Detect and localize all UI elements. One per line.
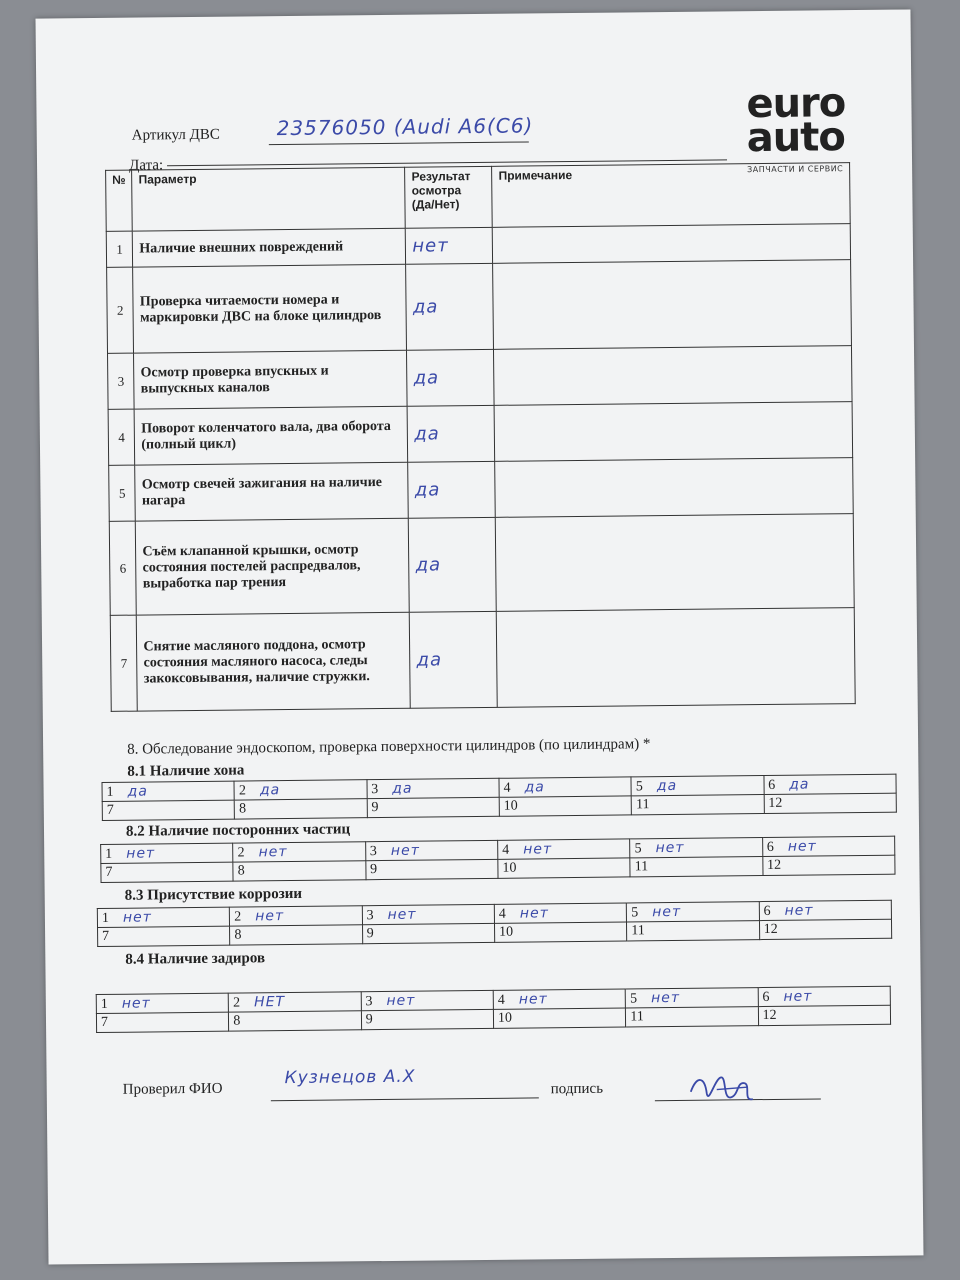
cell-value: нет <box>122 908 152 926</box>
row-result: да <box>412 296 439 318</box>
col-num-header: № <box>106 170 133 231</box>
cell-num: 11 <box>631 795 764 815</box>
row-param: Наличие внешних повреждений <box>133 228 406 267</box>
cell-num: 9 <box>362 923 495 943</box>
section8-title: 8. Обследованиe эндоскопом, проверка поверхности цилиндров (по цилиндрам) * <box>127 736 651 758</box>
cell-num: 10 <box>493 1008 626 1028</box>
table-row <box>107 260 852 354</box>
logo-line2: auto <box>746 114 846 162</box>
table-row <box>108 402 853 466</box>
logo-tagline: ЗАПЧАСТИ И СЕРВИС <box>747 164 844 175</box>
row-num: 6 <box>109 521 136 615</box>
grid-scoring <box>96 986 891 1033</box>
cell-num: 11 <box>627 921 760 941</box>
cell-value: нет <box>121 994 151 1012</box>
row-note <box>494 402 852 462</box>
cell-num: 7 <box>96 1012 229 1032</box>
article-label: Артикул ДВС <box>131 126 220 144</box>
cell-num: 1 <box>105 846 113 862</box>
cell-num: 12 <box>764 793 897 813</box>
cell-num: 1 <box>101 910 109 926</box>
cell-num: 7 <box>101 862 234 882</box>
date-label: Дата: <box>128 157 164 174</box>
cell-value: нет <box>126 844 156 862</box>
cell-num: 6 <box>762 989 770 1005</box>
cell-value: нет <box>519 904 549 922</box>
cell-num: 1 <box>100 996 108 1012</box>
table-row <box>110 608 855 712</box>
checked-by-label: Проверил ФИО <box>122 1080 223 1098</box>
cell-num: 4 <box>503 780 511 796</box>
cell-value: нет <box>652 903 682 920</box>
cell-value: нет <box>523 840 553 858</box>
cell-value: нет <box>255 907 285 924</box>
row-note <box>494 346 852 406</box>
cell-num: 9 <box>361 1009 494 1029</box>
row-result: да <box>415 554 442 576</box>
row-num: 7 <box>110 615 137 711</box>
sub1-title: 8.1 Наличие хона <box>127 762 245 780</box>
table-header-row <box>106 163 851 232</box>
cell-num: 12 <box>758 1005 891 1025</box>
cell-num: 6 <box>763 903 771 919</box>
cell-num: 8 <box>230 925 363 945</box>
checked-by-underline <box>271 1097 539 1101</box>
cell-value: нет <box>784 902 814 919</box>
cell-num: 10 <box>499 796 632 816</box>
row-note <box>495 458 853 518</box>
sub2-title: 8.2 Наличие посторонних частиц <box>125 821 351 840</box>
row-param: Проверка читаемости номера и маркировки ДВС на блоке цилиндров <box>133 264 407 353</box>
row-result: да <box>414 479 441 501</box>
grid-hone <box>101 774 896 821</box>
cell-value: да <box>392 780 413 797</box>
cell-num: 2 <box>233 995 241 1011</box>
cell-num: 12 <box>759 919 892 939</box>
cell-value: НЕТ <box>254 993 286 1010</box>
row-param: Осмотр свечей зажигания на наличие нагара <box>135 462 409 521</box>
cell-num: 2 <box>237 844 245 861</box>
row-num: 2 <box>107 267 134 353</box>
grid-corrosion <box>97 900 892 947</box>
cell-value: нет <box>518 990 548 1008</box>
cell-value: да <box>127 782 148 800</box>
col-result-header: Результат осмотра (Да/Нет) <box>405 166 493 228</box>
cell-num: 7 <box>98 926 231 946</box>
cell-num: 3 <box>369 843 377 859</box>
cell-value: нет <box>783 988 813 1005</box>
row-note <box>493 224 851 264</box>
row-param: Поворот коленчатого вала, два оборота (полный цикл) <box>134 406 408 465</box>
row-param: Съём клапанной крышки, осмотр состояния постелей распредвалов, выработка пар трения <box>136 518 410 615</box>
cell-value: да <box>656 777 678 794</box>
inspection-table <box>105 162 856 712</box>
cell-num: 3 <box>365 993 373 1009</box>
cell-num: 4 <box>502 842 510 858</box>
row-result: да <box>413 367 440 389</box>
euroauto-logo <box>746 80 847 175</box>
row-note <box>496 514 855 612</box>
cell-value: нет <box>258 843 288 860</box>
col-param-header: Параметр <box>132 167 406 231</box>
cell-num: 2 <box>238 782 247 799</box>
cell-value: да <box>259 781 281 798</box>
cell-value: нет <box>655 839 685 856</box>
cell-num: 11 <box>630 857 763 877</box>
cell-num: 9 <box>367 797 500 817</box>
cell-num: 8 <box>229 1011 362 1031</box>
cell-value: нет <box>386 992 416 1009</box>
cell-num: 2 <box>234 909 242 925</box>
logo-line1: euro <box>746 80 846 128</box>
row-note <box>493 260 851 350</box>
row-num: 4 <box>108 409 135 465</box>
cell-num: 5 <box>635 778 643 794</box>
cell-num: 12 <box>762 855 895 875</box>
cell-value: нет <box>787 837 817 855</box>
row-param: Осмотр проверка впускных и выпускных каналов <box>134 350 408 409</box>
table-row <box>109 514 854 616</box>
row-note <box>497 608 856 708</box>
cell-value: нет <box>651 989 681 1006</box>
cell-num: 6 <box>768 777 776 793</box>
cell-num: 8 <box>235 799 368 819</box>
cell-num: 4 <box>498 906 506 922</box>
cell-num: 1 <box>106 784 114 800</box>
cell-value: да <box>524 778 545 796</box>
cell-num: 3 <box>366 907 374 923</box>
cell-num: 7 <box>102 800 235 820</box>
cell-num: 11 <box>626 1007 759 1027</box>
table-row <box>108 346 853 410</box>
cell-value: нет <box>387 906 417 923</box>
cell-num: 9 <box>365 859 498 879</box>
cell-num: 10 <box>494 922 627 942</box>
signature-label: подпись <box>550 1080 604 1098</box>
cell-num: 10 <box>498 858 631 878</box>
inspection-sheet <box>36 9 924 1264</box>
row-num: 5 <box>109 465 136 521</box>
row-num: 3 <box>108 353 135 409</box>
cell-num: 6 <box>766 839 774 855</box>
row-result: да <box>416 649 443 671</box>
row-num: 1 <box>106 231 133 267</box>
cell-num: 5 <box>630 990 638 1006</box>
row-result: да <box>414 423 440 445</box>
article-underline <box>269 141 529 145</box>
checked-by-value: Кузнецов А.Х <box>284 1066 416 1089</box>
grid-particles <box>100 836 895 883</box>
sub3-title: 8.3 Присутствие коррозии <box>124 885 303 904</box>
row-result: нет <box>412 235 449 257</box>
cell-value: нет <box>390 842 420 859</box>
row-param: Снятие масляного поддона, осмотр состояния масляного насоса, следы закоксовывания, наличие стружки. <box>137 612 411 711</box>
col-note-header: Примечание <box>492 163 850 228</box>
sub4-title: 8.4 Наличие задиров <box>125 950 266 968</box>
table-row <box>109 458 854 522</box>
article-value: 23576050 (Audi A6(C6) <box>276 113 534 141</box>
cell-num: 4 <box>497 992 505 1008</box>
signature-scribble <box>687 1069 757 1110</box>
cell-num: 5 <box>631 904 639 920</box>
cell-num: 5 <box>634 840 642 856</box>
cell-num: 3 <box>371 781 379 797</box>
cell-num: 8 <box>233 861 366 881</box>
cell-value: да <box>789 776 810 793</box>
